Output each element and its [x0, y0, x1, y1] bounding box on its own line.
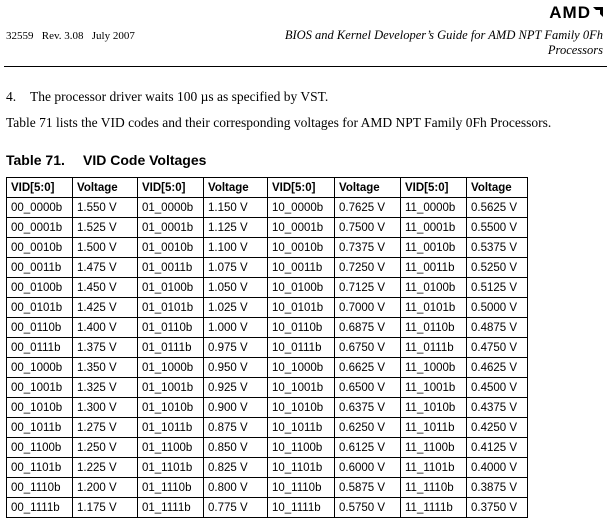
- voltage-cell: 0.775 V: [204, 498, 268, 518]
- voltage-cell: 0.7250 V: [335, 258, 401, 278]
- amd-arrow-icon: [593, 7, 603, 17]
- vid-code-cell: 00_1000b: [7, 358, 73, 378]
- vid-code-cell: 11_1001b: [401, 378, 467, 398]
- vid-code-cell: 11_0010b: [401, 238, 467, 258]
- column-header: Voltage: [204, 178, 268, 198]
- voltage-cell: 0.950 V: [204, 358, 268, 378]
- vid-code-cell: 10_0010b: [268, 238, 335, 258]
- voltage-cell: 0.7125 V: [335, 278, 401, 298]
- table-row: [7, 338, 528, 358]
- vid-code-cell: 11_1101b: [401, 458, 467, 478]
- voltage-cell: 0.6000 V: [335, 458, 401, 478]
- vid-code-cell: 01_0101b: [138, 298, 204, 318]
- vid-code-cell: 11_0000b: [401, 198, 467, 218]
- voltage-cell: 0.7000 V: [335, 298, 401, 318]
- vid-code-cell: 11_0011b: [401, 258, 467, 278]
- voltage-cell: 1.475 V: [73, 258, 138, 278]
- amd-logo: [549, 3, 603, 23]
- column-header: VID[5:0]: [401, 178, 467, 198]
- column-header: VID[5:0]: [268, 178, 335, 198]
- header-title: [243, 28, 603, 58]
- voltage-cell: 0.6500 V: [335, 378, 401, 398]
- table-row: [7, 418, 528, 438]
- voltage-cell: 0.825 V: [204, 458, 268, 478]
- table-row: [7, 478, 528, 498]
- table-title: VID Code Voltages: [83, 152, 207, 168]
- vid-code-cell: 10_1010b: [268, 398, 335, 418]
- vid-code-cell: 11_0110b: [401, 318, 467, 338]
- vid-code-cell: 00_0110b: [7, 318, 73, 338]
- vid-code-cell: 10_0011b: [268, 258, 335, 278]
- header-title-line1: BIOS and Kernel Developer’s Guide for AMD NPT Family 0Fh: [284, 28, 603, 42]
- vid-code-cell: 01_0000b: [138, 198, 204, 218]
- vid-code-cell: 00_0010b: [7, 238, 73, 258]
- vid-code-cell: 01_1111b: [138, 498, 204, 518]
- voltage-cell: 0.6125 V: [335, 438, 401, 458]
- table-row: [7, 278, 528, 298]
- vid-code-cell: 10_1111b: [268, 498, 335, 518]
- voltage-cell: 0.5000 V: [467, 298, 528, 318]
- vid-code-cell: 10_1000b: [268, 358, 335, 378]
- table-row: [7, 318, 528, 338]
- voltage-cell: 0.7375 V: [335, 238, 401, 258]
- voltage-cell: 0.875 V: [204, 418, 268, 438]
- voltage-cell: 1.025 V: [204, 298, 268, 318]
- voltage-cell: 1.300 V: [73, 398, 138, 418]
- voltage-cell: 0.4625 V: [467, 358, 528, 378]
- voltage-cell: 0.4875 V: [467, 318, 528, 338]
- table-number: Table 71.: [6, 152, 65, 168]
- vid-code-cell: 00_1011b: [7, 418, 73, 438]
- vid-code-cell: 11_1111b: [401, 498, 467, 518]
- vid-code-cell: 01_1010b: [138, 398, 204, 418]
- vid-code-cell: 11_1010b: [401, 398, 467, 418]
- voltage-cell: 1.375 V: [73, 338, 138, 358]
- vid-code-cell: 01_1001b: [138, 378, 204, 398]
- vid-code-cell: 00_1010b: [7, 398, 73, 418]
- header-divider: [4, 66, 607, 67]
- table-row: [7, 258, 528, 278]
- voltage-cell: 0.6750 V: [335, 338, 401, 358]
- voltage-cell: 0.4750 V: [467, 338, 528, 358]
- step-number: 4.: [6, 89, 17, 104]
- vid-code-cell: 01_0111b: [138, 338, 204, 358]
- vid-code-cell: 10_0111b: [268, 338, 335, 358]
- document-id: 32559 Rev. 3.08 July 2007: [6, 30, 135, 42]
- vid-code-cell: 10_1011b: [268, 418, 335, 438]
- voltage-cell: 0.800 V: [204, 478, 268, 498]
- voltage-cell: 0.3750 V: [467, 498, 528, 518]
- table-body: [7, 198, 528, 518]
- vid-code-cell: 10_1101b: [268, 458, 335, 478]
- step-text: The processor driver waits 100 µs as specified by VST.: [30, 89, 329, 104]
- vid-code-cell: 01_0011b: [138, 258, 204, 278]
- voltage-cell: 0.5625 V: [467, 198, 528, 218]
- voltage-cell: 0.5750 V: [335, 498, 401, 518]
- table-row: [7, 458, 528, 478]
- table-row: [7, 398, 528, 418]
- table-row: [7, 358, 528, 378]
- voltage-cell: 0.3875 V: [467, 478, 528, 498]
- voltage-cell: 1.150 V: [204, 198, 268, 218]
- voltage-cell: 0.5125 V: [467, 278, 528, 298]
- voltage-cell: 0.900 V: [204, 398, 268, 418]
- vid-code-cell: 11_0001b: [401, 218, 467, 238]
- vid-code-cell: 00_0001b: [7, 218, 73, 238]
- voltage-cell: 0.5250 V: [467, 258, 528, 278]
- vid-code-cell: 10_0110b: [268, 318, 335, 338]
- table-row: [7, 438, 528, 458]
- voltage-cell: 1.225 V: [73, 458, 138, 478]
- voltage-cell: 0.5500 V: [467, 218, 528, 238]
- voltage-cell: 1.200 V: [73, 478, 138, 498]
- vid-code-cell: 00_1100b: [7, 438, 73, 458]
- vid-code-cell: 00_0000b: [7, 198, 73, 218]
- voltage-cell: 0.7500 V: [335, 218, 401, 238]
- vid-code-cell: 10_0000b: [268, 198, 335, 218]
- vid-code-cell: 01_0100b: [138, 278, 204, 298]
- vid-code-cell: 01_1110b: [138, 478, 204, 498]
- vid-code-cell: 00_1110b: [7, 478, 73, 498]
- vid-code-cell: 00_1001b: [7, 378, 73, 398]
- vid-code-cell: 11_1011b: [401, 418, 467, 438]
- table-row: [7, 378, 528, 398]
- logo-text: AMD: [549, 3, 591, 22]
- table-row: [7, 238, 528, 258]
- step-item: [6, 89, 328, 105]
- voltage-cell: 1.325 V: [73, 378, 138, 398]
- vid-code-cell: 01_1000b: [138, 358, 204, 378]
- voltage-cell: 1.175 V: [73, 498, 138, 518]
- voltage-cell: 0.7625 V: [335, 198, 401, 218]
- voltage-cell: 1.050 V: [204, 278, 268, 298]
- header-title-line2: Processors: [547, 43, 603, 57]
- vid-code-cell: 00_0101b: [7, 298, 73, 318]
- vid-code-cell: 11_0100b: [401, 278, 467, 298]
- voltage-cell: 1.100 V: [204, 238, 268, 258]
- voltage-cell: 1.350 V: [73, 358, 138, 378]
- vid-code-cell: 10_1110b: [268, 478, 335, 498]
- voltage-cell: 0.850 V: [204, 438, 268, 458]
- column-header: VID[5:0]: [138, 178, 204, 198]
- voltage-cell: 1.075 V: [204, 258, 268, 278]
- vid-code-cell: 00_0111b: [7, 338, 73, 358]
- voltage-cell: 0.925 V: [204, 378, 268, 398]
- table-caption: [6, 152, 206, 168]
- voltage-cell: 1.275 V: [73, 418, 138, 438]
- voltage-cell: 0.4250 V: [467, 418, 528, 438]
- column-header: Voltage: [73, 178, 138, 198]
- column-header: VID[5:0]: [7, 178, 73, 198]
- vid-code-cell: 11_0101b: [401, 298, 467, 318]
- voltage-cell: 0.6375 V: [335, 398, 401, 418]
- vid-code-cell: 10_1001b: [268, 378, 335, 398]
- voltage-cell: 1.550 V: [73, 198, 138, 218]
- body-paragraph: Table 71 lists the VID codes and their corresponding voltages for AMD NPT Family 0Fh Processors.: [6, 115, 552, 130]
- vid-code-cell: 10_0100b: [268, 278, 335, 298]
- voltage-cell: 1.125 V: [204, 218, 268, 238]
- voltage-cell: 0.4500 V: [467, 378, 528, 398]
- vid-code-cell: 11_1110b: [401, 478, 467, 498]
- voltage-cell: 0.4375 V: [467, 398, 528, 418]
- table-row: [7, 498, 528, 518]
- voltage-cell: 0.5875 V: [335, 478, 401, 498]
- voltage-cell: 1.525 V: [73, 218, 138, 238]
- table-row: [7, 298, 528, 318]
- table-header-row: [7, 178, 528, 198]
- voltage-cell: 0.4125 V: [467, 438, 528, 458]
- vid-code-cell: 00_1101b: [7, 458, 73, 478]
- voltage-cell: 0.6250 V: [335, 418, 401, 438]
- column-header: Voltage: [335, 178, 401, 198]
- vid-code-cell: 10_1100b: [268, 438, 335, 458]
- vid-code-cell: 10_0101b: [268, 298, 335, 318]
- vid-code-cell: 01_0010b: [138, 238, 204, 258]
- vid-code-cell: 11_1000b: [401, 358, 467, 378]
- vid-code-cell: 10_0001b: [268, 218, 335, 238]
- vid-code-cell: 01_0001b: [138, 218, 204, 238]
- vid-code-cell: 00_0100b: [7, 278, 73, 298]
- vid-code-cell: 01_1101b: [138, 458, 204, 478]
- column-header: Voltage: [467, 178, 528, 198]
- voltage-cell: 1.450 V: [73, 278, 138, 298]
- vid-code-cell: 00_0011b: [7, 258, 73, 278]
- voltage-cell: 0.4000 V: [467, 458, 528, 478]
- vid-code-cell: 01_1100b: [138, 438, 204, 458]
- vid-code-cell: 01_1011b: [138, 418, 204, 438]
- voltage-cell: 1.000 V: [204, 318, 268, 338]
- voltage-cell: 1.425 V: [73, 298, 138, 318]
- table-row: [7, 198, 528, 218]
- vid-code-cell: 01_0110b: [138, 318, 204, 338]
- voltage-cell: 1.500 V: [73, 238, 138, 258]
- voltage-cell: 0.5375 V: [467, 238, 528, 258]
- vid-code-cell: 00_1111b: [7, 498, 73, 518]
- voltage-cell: 0.975 V: [204, 338, 268, 358]
- voltage-cell: 1.400 V: [73, 318, 138, 338]
- vid-code-cell: 11_0111b: [401, 338, 467, 358]
- table-row: [7, 218, 528, 238]
- voltage-cell: 0.6875 V: [335, 318, 401, 338]
- voltage-cell: 0.6625 V: [335, 358, 401, 378]
- vid-voltage-table: [6, 177, 528, 518]
- vid-code-cell: 11_1100b: [401, 438, 467, 458]
- voltage-cell: 1.250 V: [73, 438, 138, 458]
